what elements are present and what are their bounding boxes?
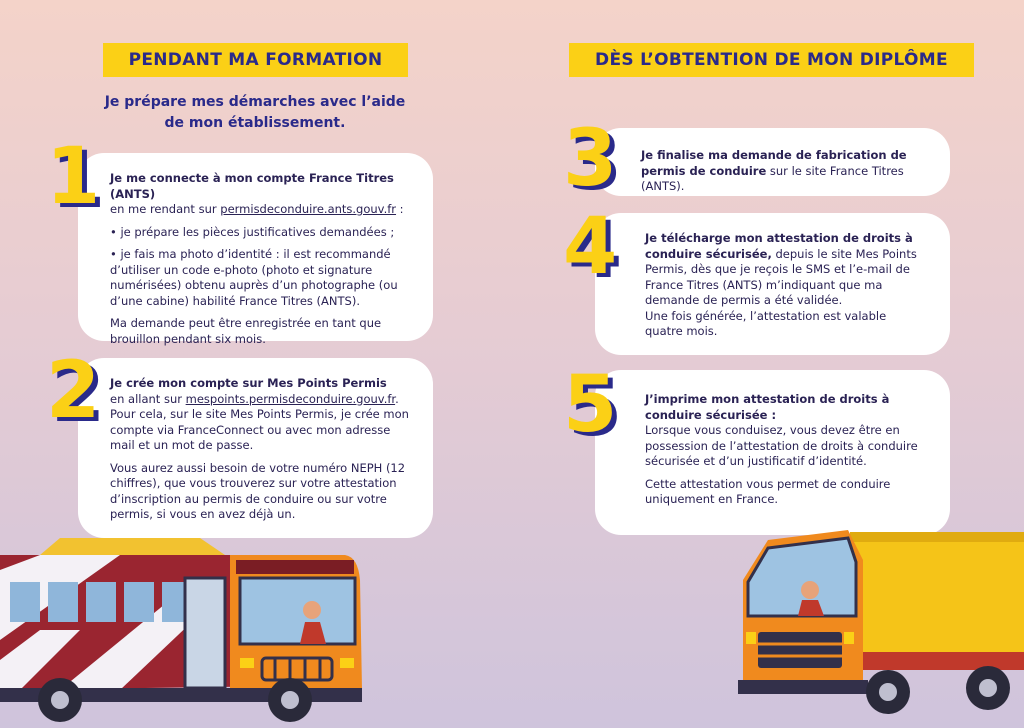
step-3-title: Je finalise ma demande de fabrication de permis de conduire xyxy=(641,148,907,178)
truck-illustration xyxy=(738,520,1024,728)
bus-windshield xyxy=(240,578,355,644)
step-5-card xyxy=(595,370,950,535)
bus-window xyxy=(10,582,40,622)
step-2-prefix: en allant sur xyxy=(110,391,186,406)
driver-head xyxy=(303,601,321,619)
left-intro xyxy=(100,92,410,134)
step-1-note: Ma demande peut être enregistrée en tant que brouillon pendant six mois. xyxy=(110,316,382,346)
bus-window xyxy=(48,582,78,622)
step-1-title: Je me connecte à mon compte France Titres (ANTS) xyxy=(110,171,394,201)
step-5-para-1: Lorsque vous conduisez, vous devez être en possession de l’attestation de droits à conduire sécurisée et d’un justificatif d’identité. xyxy=(645,423,918,468)
step-4-card xyxy=(595,213,950,355)
step-2-number: 2 xyxy=(46,346,101,436)
step-1-bullet-2: • je fais ma photo d’identité : il est recommandé d’utiliser un code e-photo (photo et signature numérisées) obtenu auprès d’un photographe (ou d’une cabine) habilité France Titres (ANTS). xyxy=(110,247,398,308)
step-2-card xyxy=(78,358,433,538)
step-2-suffix: . xyxy=(395,391,399,406)
intro-line-1: Je prépare mes démarches avec l’aide xyxy=(104,94,406,110)
step-1-suffix: : xyxy=(396,202,404,216)
step-1-link[interactable]: permisdeconduire.ants.gouv.fr xyxy=(220,202,397,216)
step-3-number: 3 xyxy=(563,114,618,204)
step-1-prefix: en me rendant sur xyxy=(110,202,221,216)
step-5-number: 5 xyxy=(563,360,618,450)
step-3-card xyxy=(595,128,950,196)
step-1-card xyxy=(78,153,433,346)
step-5-title: J’imprime mon attestation de droits à conduire sécurisée : xyxy=(645,392,890,422)
step-2-title: Je crée mon compte sur Mes Points Permis xyxy=(110,376,387,390)
truck-trailer xyxy=(850,532,1024,652)
step-1-number: 1 xyxy=(46,132,101,222)
step-4-rest: depuis le site Mes Points Permis, dès que je reçois le SMS et l’e-mail de France Titres (ANTS) m’indiquant que ma demande de permis a été validée. xyxy=(645,246,917,307)
step-2-link[interactable]: mespoints.permisdeconduire.gouv.fr xyxy=(185,391,396,406)
step-4-title: Je télécharge mon attestation de droits à conduire sécurisée, xyxy=(645,231,913,261)
bus-illustration xyxy=(0,530,370,728)
left-header-text: PENDANT MA FORMATION xyxy=(128,50,383,70)
right-section-header xyxy=(569,43,974,77)
right-header-text: DÈS L’OBTENTION DE MON DIPLÔME xyxy=(595,50,948,70)
driver-head xyxy=(801,581,819,599)
step-5-para-2: Cette attestation vous permet de conduire uniquement en France. xyxy=(645,476,891,506)
step-3-rest: sur le site France Titres (ANTS). xyxy=(641,163,904,193)
step-4-number: 4 xyxy=(563,202,618,292)
intro-line-2: de mon établissement. xyxy=(164,115,346,131)
bus-door xyxy=(185,578,225,688)
bus-window xyxy=(124,582,154,622)
step-2-para-1: Pour cela, sur le site Mes Points Permis, je crée mon compte via FranceConnect ou avec mon adresse mail et un mot de passe. xyxy=(110,407,409,452)
step-4-para-2: Une fois générée, l’attestation est valable quatre mois. xyxy=(645,308,887,338)
step-2-para-2: Vous aurez aussi besoin de votre numéro NEPH (12 chiffres), que vous trouverez sur votre attestation d’inscription au permis de conduire ou sur votre permis, si vous en avez déjà un. xyxy=(110,460,406,521)
left-section-header xyxy=(103,43,408,77)
step-1-bullet-1: • je prépare les pièces justificatives demandées ; xyxy=(110,224,395,239)
bus-window xyxy=(86,582,116,622)
